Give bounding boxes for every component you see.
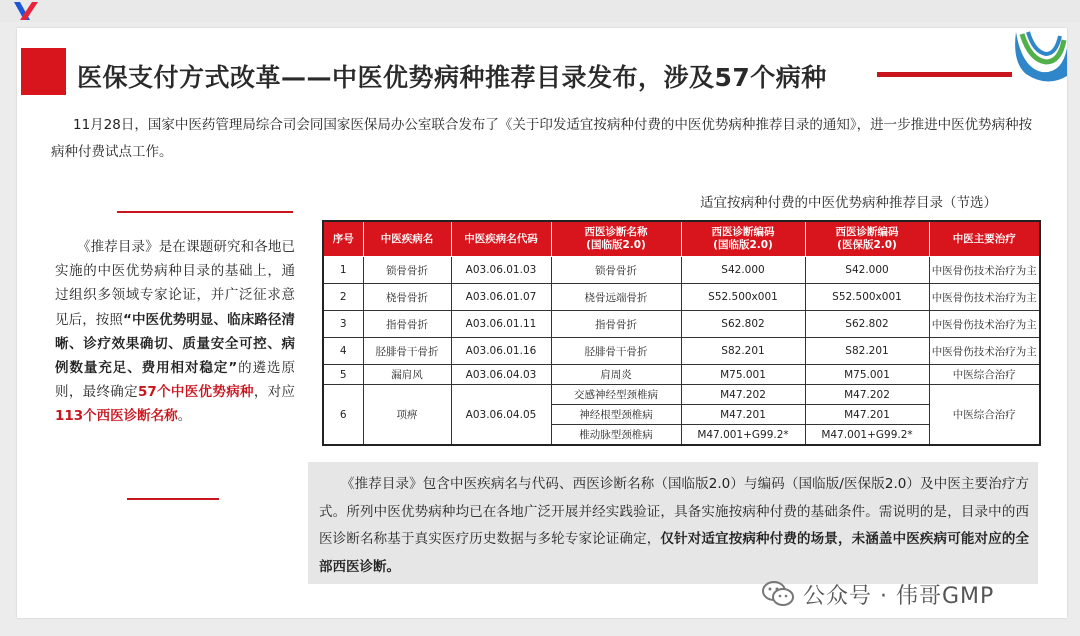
cell-no: 4 <box>323 338 363 365</box>
cell-wm-code-yb: S62.802 <box>805 311 929 338</box>
left-summary-paragraph <box>55 235 295 429</box>
cell-wm-name: 椎动脉型颈椎病 <box>551 425 681 446</box>
intro-paragraph: 11月28日，国家中医药管理局综合司会同国家医保局办公室联合发布了《关于印发适宜按病种付费的中医优势病种推荐目录的通知》，进一步推进中医优势病种按病种付费试点工作。 <box>51 117 1033 160</box>
highlight-113-diagnoses: 113个西医诊断名称 <box>55 408 178 425</box>
summary-normal-text: 《推荐目录》包含中医疾病名与代码、西医诊断名称（国临版2.0）与编码（国临版/医保版2.0）及中医主要治疗方式。所列中医优势病种均已在各地广泛开展并经实践验证，具备实施按病种付费的基础条件。需说明的是，目录中的西医诊断名称基于真实医疗历史数据与多轮专家论证确定， <box>319 476 1029 547</box>
cell-treatment: 中医骨伤技术治疗为主 <box>929 284 1040 311</box>
cell-treatment: 中医骨伤技术治疗为主 <box>929 257 1040 284</box>
cell-tcm-name: 指骨骨折 <box>363 311 451 338</box>
app-logo-icon[interactable] <box>6 0 46 22</box>
table-caption: 适宜按病种付费的中医优势病种推荐目录（节选） <box>700 195 997 211</box>
cell-wm-name: 桡骨远端骨折 <box>551 284 681 311</box>
cell-wm-code-gl: M47.202 <box>681 385 805 405</box>
cell-wm-code-yb: S42.000 <box>805 257 929 284</box>
left-top-divider <box>117 211 293 213</box>
left-text-part: 《推荐目录》是在课题研究和各地已实施的中医优势病种目录的基础上，通过组织多领域专家论证，并广泛征求意见后，按照 <box>55 239 295 328</box>
left-text-part: ，对应 <box>253 384 295 401</box>
cell-tcm-name: 漏肩风 <box>363 365 451 385</box>
cell-wm-code-gl: S52.500x001 <box>681 284 805 311</box>
left-text-part: 。 <box>177 408 192 425</box>
cell-treatment: 中医骨伤技术治疗为主 <box>929 311 1040 338</box>
cell-wm-name: 锁骨骨折 <box>551 257 681 284</box>
table-row <box>323 311 1040 338</box>
cell-treatment: 中医综合治疗 <box>929 365 1040 385</box>
cell-wm-code-gl: M47.201 <box>681 405 805 425</box>
header-no: 序号 <box>323 221 363 257</box>
table-row <box>323 284 1040 311</box>
cell-treatment: 中医骨伤技术治疗为主 <box>929 338 1040 365</box>
cell-wm-name: 神经根型颈椎病 <box>551 405 681 425</box>
cell-wm-code-gl: S42.000 <box>681 257 805 284</box>
wechat-watermark <box>761 577 994 611</box>
header-treatment: 中医主要治疗 <box>929 221 1040 257</box>
header-tcm-name: 中医疾病名 <box>363 221 451 257</box>
cell-wm-code-yb: S52.500x001 <box>805 284 929 311</box>
cell-tcm-name: 项痹 <box>363 385 451 446</box>
cell-tcm-code: A03.06.01.11 <box>451 311 551 338</box>
summary-bold-text: 仅针对适宜按病种付费的场景，未涵盖中医疾病可能对应的全部西医诊断。 <box>319 531 1029 575</box>
cell-treatment: 中医综合治疗 <box>929 385 1040 446</box>
cell-no: 2 <box>323 284 363 311</box>
corner-logo-icon <box>1012 28 1067 83</box>
watermark-text: 公众号 · 伟哥GMP <box>803 583 995 609</box>
cell-wm-name: 交感神经型颈椎病 <box>551 385 681 405</box>
selection-principles: “中医优势明显、临床路径清晰、诊疗效果确切、质量安全可控、病例数量充足、费用相对稳定” <box>55 311 296 377</box>
header-wm-code-yb: 西医诊断编码 (医保版2.0) <box>805 221 929 257</box>
cell-wm-name: 肩周炎 <box>551 365 681 385</box>
title-accent-block <box>21 48 66 95</box>
summary-paragraph <box>319 471 1029 581</box>
left-text-part: 的遴选原则，最终确定 <box>55 360 295 401</box>
table-header-row <box>323 221 1040 257</box>
cell-wm-code-yb: M47.201 <box>805 405 929 425</box>
cell-wm-code-gl: S62.802 <box>681 311 805 338</box>
cell-tcm-code: A03.06.04.05 <box>451 385 551 446</box>
cell-tcm-code: A03.06.01.07 <box>451 284 551 311</box>
cell-tcm-name: 锁骨骨折 <box>363 257 451 284</box>
cell-wm-name: 指骨骨折 <box>551 311 681 338</box>
cell-wm-code-gl: S82.201 <box>681 338 805 365</box>
cell-tcm-name: 桡骨骨折 <box>363 284 451 311</box>
left-bottom-divider <box>127 498 219 500</box>
highlight-57-diseases: 57个中医优势病种 <box>137 384 254 401</box>
header-tcm-code: 中医疾病名代码 <box>451 221 551 257</box>
table-row <box>323 338 1040 365</box>
cell-wm-code-gl: M75.001 <box>681 365 805 385</box>
window-top-bar <box>0 0 1080 22</box>
cell-wm-code-yb: S82.201 <box>805 338 929 365</box>
cell-no: 5 <box>323 365 363 385</box>
cell-wm-code-yb: M47.202 <box>805 385 929 405</box>
presentation-slide <box>17 28 1067 618</box>
cell-wm-code-yb: M47.001+G99.2* <box>805 425 929 446</box>
wechat-icon <box>761 579 795 609</box>
cell-tcm-code: A03.06.01.03 <box>451 257 551 284</box>
cell-tcm-code: A03.06.01.16 <box>451 338 551 365</box>
table-row <box>323 365 1040 385</box>
slide-title: 医保支付方式改革——中医优势病种推荐目录发布，涉及57个病种 <box>77 63 827 92</box>
disease-catalog-table <box>322 220 1041 446</box>
header-wm-code-gl: 西医诊断编码 (国临版2.0) <box>681 221 805 257</box>
header-wm-name: 西医诊断名称 (国临版2.0) <box>551 221 681 257</box>
cell-tcm-code: A03.06.04.03 <box>451 365 551 385</box>
cell-no: 3 <box>323 311 363 338</box>
cell-tcm-name: 胫腓骨干骨折 <box>363 338 451 365</box>
cell-no: 6 <box>323 385 363 446</box>
cell-no: 1 <box>323 257 363 284</box>
table-row <box>323 385 1040 405</box>
table-row <box>323 257 1040 284</box>
cell-wm-code-yb: M75.001 <box>805 365 929 385</box>
cell-wm-code-gl: M47.001+G99.2* <box>681 425 805 446</box>
cell-wm-name: 胫腓骨干骨折 <box>551 338 681 365</box>
